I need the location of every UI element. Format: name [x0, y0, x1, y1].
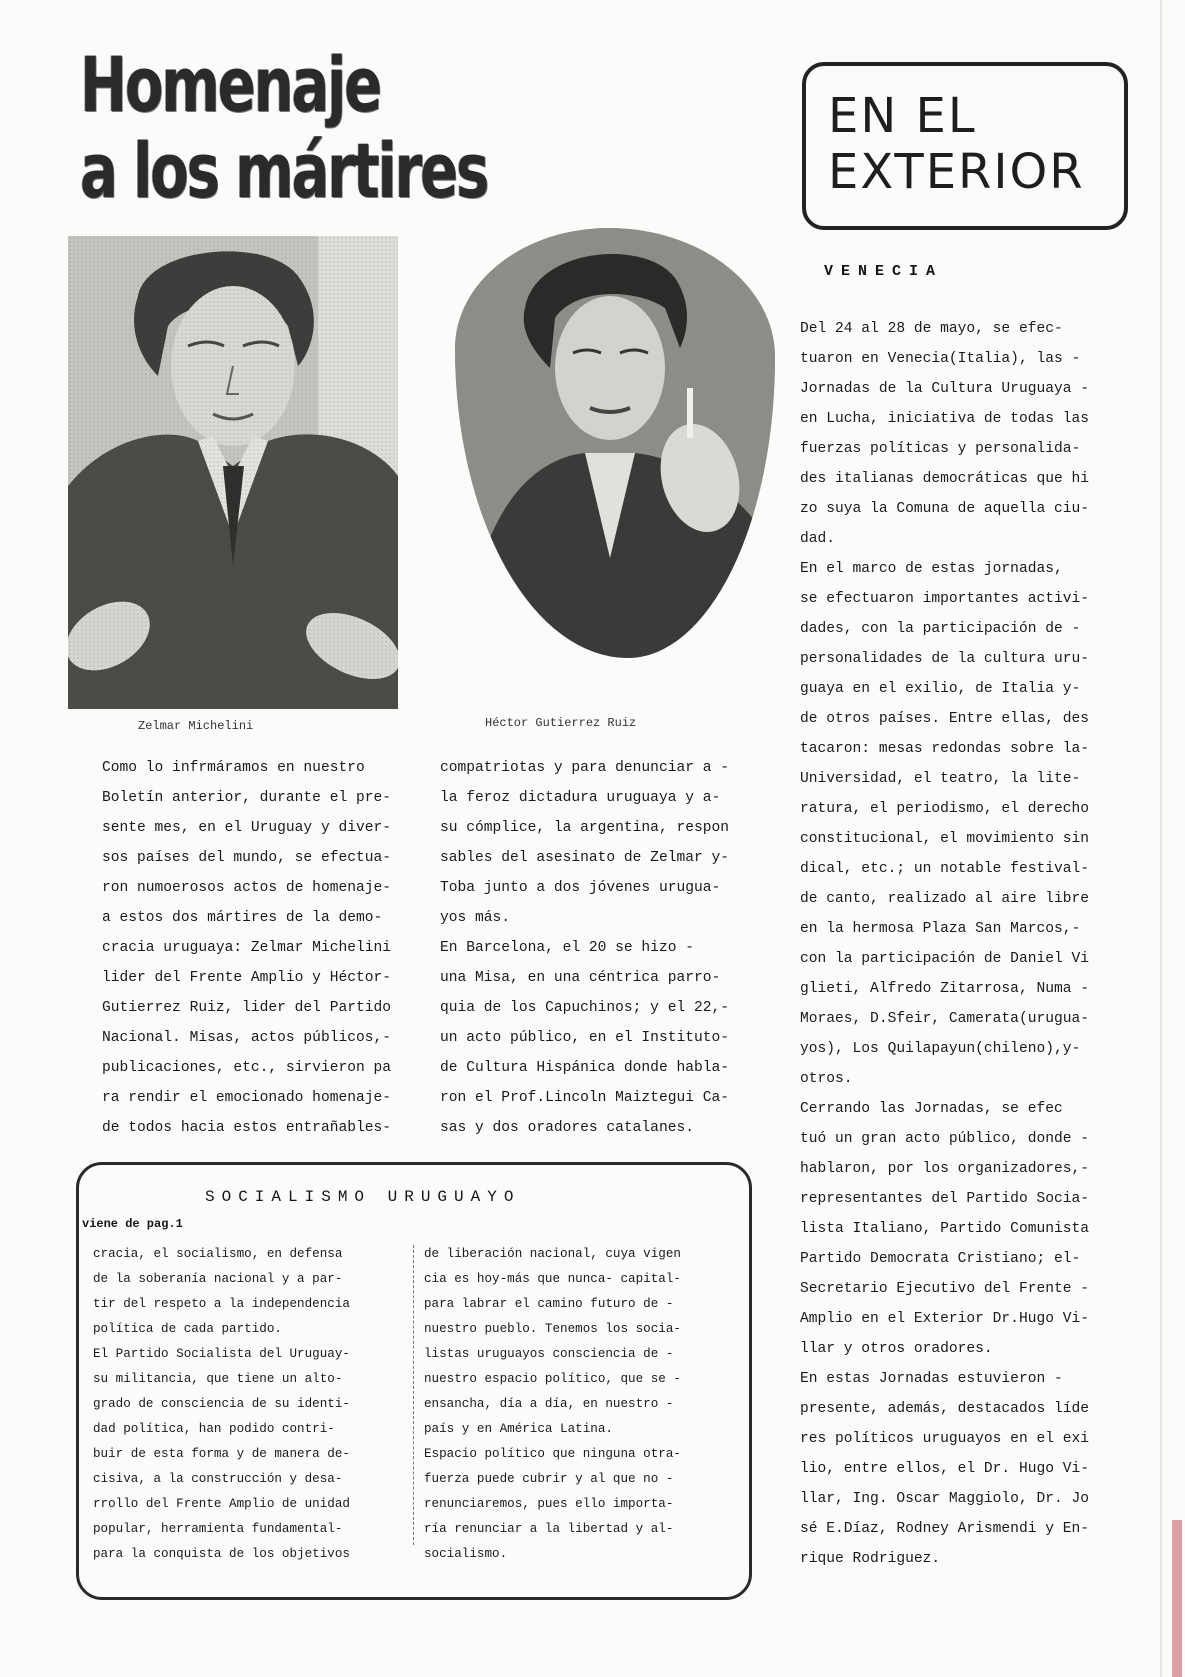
section-label-line-1: EN EL: [828, 88, 977, 144]
michelini-caption: Zelmar Michelini: [138, 719, 254, 733]
continued-from-label: viene de pag.1: [82, 1217, 183, 1231]
article-line: la feroz dictadura uruguaya y a-: [440, 790, 721, 806]
venecia-line: glieti, Alfredo Zitarrosa, Numa -: [800, 981, 1090, 997]
venecia-line: tuaron en Venecia(Italia), las -: [800, 351, 1081, 367]
venecia-line: Del 24 al 28 de mayo, se efec-: [800, 321, 1063, 337]
socialismo-line: ensancha, día a día, en nuestro -: [424, 1397, 674, 1411]
article-line: Gutierrez Ruiz, lider del Partido: [102, 1000, 392, 1016]
venecia-line: lio, entre ellos, el Dr. Hugo Vi-: [800, 1461, 1090, 1477]
socialismo-title: SOCIALISMO URUGUAYO: [205, 1188, 521, 1206]
article-line: publicaciones, etc., sirvieron pa: [102, 1060, 392, 1076]
venecia-line: hablaron, por los organizadores,-: [800, 1161, 1090, 1177]
socialismo-line: país y en América Latina.: [424, 1422, 613, 1436]
venecia-line: en la hermosa Plaza San Marcos,-: [800, 921, 1081, 937]
venecia-column: [800, 314, 1150, 1574]
ink-mark: [1172, 1520, 1182, 1677]
venecia-line: sé E.Díaz, Rodney Arismendi y En-: [800, 1521, 1090, 1537]
venecia-line: rique Rodriguez.: [800, 1551, 941, 1567]
venecia-line: de otros países. Entre ellas, des: [800, 711, 1090, 727]
venecia-line: tacaron: mesas redondas sobre la-: [800, 741, 1090, 757]
article-line: yos más.: [440, 910, 511, 926]
venecia-line: de canto, realizado al aire libre: [800, 891, 1090, 907]
venecia-line: llar, Ing. Oscar Maggiolo, Dr. Jo: [800, 1491, 1090, 1507]
venecia-line: En estas Jornadas estuvieron -: [800, 1371, 1063, 1387]
venecia-line: personalidades de la cultura uru-: [800, 651, 1090, 667]
socialismo-line: cia es hoy-más que nunca- capital-: [424, 1272, 681, 1286]
section-label-box: [802, 62, 1128, 230]
article-line: una Misa, en una céntrica parro-: [440, 970, 721, 986]
michelini-photo: [68, 236, 398, 709]
venecia-line: Secretario Ejecutivo del Frente -: [800, 1281, 1090, 1297]
article-line: Boletín anterior, durante el pre-: [102, 790, 392, 806]
section-label-line-2: EXTERIOR: [828, 144, 1085, 200]
socialismo-column-right: [424, 1242, 681, 1567]
article-line: un acto público, en el Instituto-: [440, 1030, 730, 1046]
socialismo-column-left: [93, 1242, 350, 1567]
socialismo-line: tir del respeto a la independencia: [93, 1297, 350, 1311]
box-column-divider: [413, 1245, 414, 1545]
scan-edge: [1160, 0, 1162, 1677]
article-line: Nacional. Misas, actos públicos,-: [102, 1030, 392, 1046]
venecia-line: yos), Los Quilapayun(chileno),y-: [800, 1041, 1081, 1057]
headline-line-1: Homenaje: [80, 40, 381, 129]
venecia-line: En el marco de estas jornadas,: [800, 561, 1063, 577]
venecia-line: des italianas democráticas que hi: [800, 471, 1090, 487]
article-line: sables del asesinato de Zelmar y-: [440, 850, 730, 866]
article-line: sas y dos oradores catalanes.: [440, 1120, 694, 1136]
socialismo-line: de la soberanía nacional y a par-: [93, 1272, 343, 1286]
article-line: de todos hacia estos entrañables-: [102, 1120, 392, 1136]
article-line: Toba junto a dos jóvenes urugua-: [440, 880, 721, 896]
headline: [80, 40, 488, 215]
article-line: sente mes, en el Uruguay y diver-: [102, 820, 392, 836]
venecia-line: Jornadas de la Cultura Uruguaya -: [800, 381, 1090, 397]
socialismo-line: cisiva, a la construcción y desa-: [93, 1472, 343, 1486]
venecia-line: zo suya la Comuna de aquella ciu-: [800, 501, 1090, 517]
article-line: a estos dos mártires de la demo-: [102, 910, 383, 926]
article-line: En Barcelona, el 20 se hizo -: [440, 940, 694, 956]
socialismo-line: dad política, han podido contri-: [93, 1422, 335, 1436]
socialismo-line: fuerza puede cubrir y al que no -: [424, 1472, 674, 1486]
gutierrez-photo: [455, 228, 775, 658]
article-line: cracia uruguaya: Zelmar Michelini: [102, 940, 392, 956]
venecia-line: constitucional, el movimiento sin: [800, 831, 1090, 847]
venecia-line: dades, con la participación de -: [800, 621, 1081, 637]
socialismo-line: nuestro espacio político, que se -: [424, 1372, 681, 1386]
venecia-line: presente, además, destacados líde: [800, 1401, 1090, 1417]
venecia-line: dad.: [800, 531, 836, 547]
article-line: de Cultura Hispánica donde habla-: [440, 1060, 730, 1076]
article-line: quia de los Capuchinos; y el 22,-: [440, 1000, 730, 1016]
venecia-line: se efectuaron importantes activi-: [800, 591, 1090, 607]
venecia-line: ratura, el periodismo, el derecho: [800, 801, 1090, 817]
gutierrez-caption: Héctor Gutierrez Ruiz: [485, 716, 637, 730]
socialismo-line: ría renunciar a la libertad y al-: [424, 1522, 674, 1536]
socialismo-line: nuestro pueblo. Tenemos los socia-: [424, 1322, 681, 1336]
venecia-line: res políticos uruguayos en el exi: [800, 1431, 1090, 1447]
socialismo-line: rrollo del Frente Amplio de unidad: [93, 1497, 350, 1511]
venecia-line: dical, etc.; un notable festival-: [800, 861, 1090, 877]
venecia-line: representantes del Partido Socia-: [800, 1191, 1090, 1207]
article-column-middle: [440, 753, 750, 1143]
article-line: Como lo infrmáramos en nuestro: [102, 760, 365, 776]
venecia-line: con la participación de Daniel Vi: [800, 951, 1090, 967]
socialismo-line: grado de consciencia de su identi-: [93, 1397, 350, 1411]
article-line: ron numoerosos actos de homenaje-: [102, 880, 392, 896]
venecia-line: llar y otros oradores.: [800, 1341, 993, 1357]
article-line: sos países del mundo, se efectua-: [102, 850, 392, 866]
venecia-line: otros.: [800, 1071, 853, 1087]
venecia-line: guaya en el exilio, de Italia y-: [800, 681, 1081, 697]
socialismo-line: para la conquista de los objetivos: [93, 1547, 350, 1561]
socialismo-line: cracia, el socialismo, en defensa: [93, 1247, 343, 1261]
venecia-line: Universidad, el teatro, la lite-: [800, 771, 1081, 787]
socialismo-line: Espacio político que ninguna otra-: [424, 1447, 681, 1461]
socialismo-line: socialismo.: [424, 1547, 508, 1561]
venecia-line: Partido Democrata Cristiano; el-: [800, 1251, 1081, 1267]
socialismo-line: política de cada partido.: [93, 1322, 282, 1336]
venecia-line: tuó un gran acto público, donde -: [800, 1131, 1090, 1147]
article-column-left: [102, 753, 432, 1143]
venecia-line: Amplio en el Exterior Dr.Hugo Vi-: [800, 1311, 1090, 1327]
socialismo-line: renunciaremos, pues ello importa-: [424, 1497, 674, 1511]
socialismo-line: listas uruguayos consciencia de -: [424, 1347, 674, 1361]
venecia-line: en Lucha, iniciativa de todas las: [800, 411, 1090, 427]
socialismo-line: de liberación nacional, cuya vigen: [424, 1247, 681, 1261]
venecia-line: Moraes, D.Sfeir, Camerata(urugua-: [800, 1011, 1090, 1027]
socialismo-line: El Partido Socialista del Uruguay-: [93, 1347, 350, 1361]
article-line: su cómplice, la argentina, respon: [440, 820, 730, 836]
venecia-line: lista Italiano, Partido Comunista: [800, 1221, 1090, 1237]
venecia-line: fuerzas políticas y personalida-: [800, 441, 1081, 457]
article-line: lider del Frente Amplio y Héctor-: [102, 970, 392, 986]
socialismo-line: su militancia, que tiene un alto-: [93, 1372, 343, 1386]
headline-line-2: a los mártires: [80, 126, 488, 215]
socialismo-line: popular, herramienta fundamental-: [93, 1522, 343, 1536]
venecia-heading: VENECIA: [824, 263, 944, 280]
socialismo-line: buir de esta forma y de manera de-: [93, 1447, 350, 1461]
venecia-line: Cerrando las Jornadas, se efec: [800, 1101, 1063, 1117]
article-line: compatriotas y para denunciar a -: [440, 760, 730, 776]
socialismo-line: para labrar el camino futuro de -: [424, 1297, 674, 1311]
article-line: ra rendir el emocionado homenaje-: [102, 1090, 392, 1106]
article-line: ron el Prof.Lincoln Maiztegui Ca-: [440, 1090, 730, 1106]
